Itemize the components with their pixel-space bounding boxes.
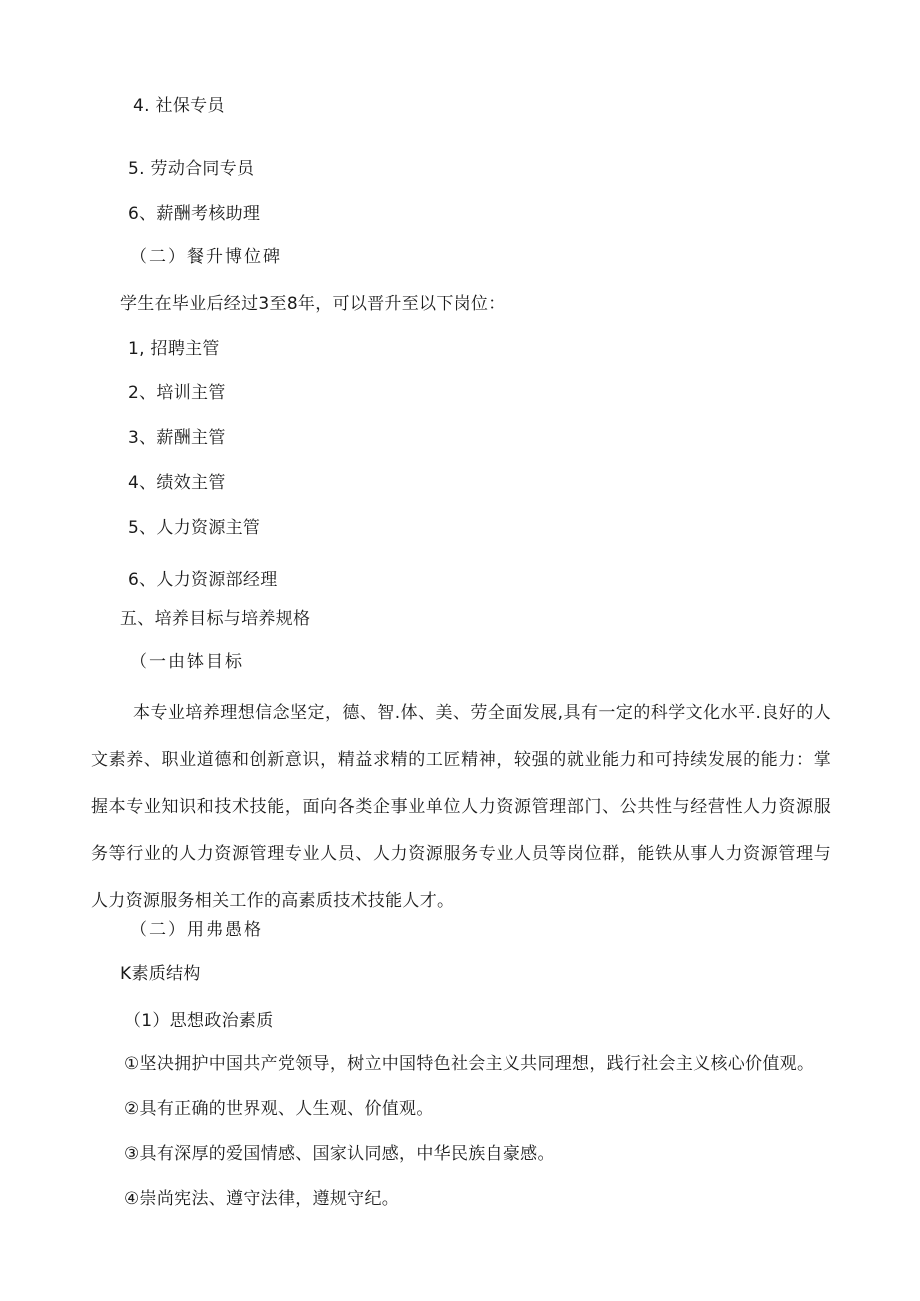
- subsection-heading-promotion: （二）餐升博位碑: [130, 247, 282, 267]
- list-item-performance-supervisor: 4、绩效主管: [128, 473, 226, 493]
- quality-item-2: ②具有正确的世界观、人生观、价值观。: [124, 1099, 434, 1119]
- quality-structure-heading: K素质结构: [120, 964, 201, 984]
- quality-item-4: ④崇尚宪法、遵守法律，遵规守纪。: [124, 1189, 400, 1209]
- list-item-payroll-assistant: 6、薪酬考核助理: [128, 204, 261, 224]
- section-heading-training-goals: 五、培养目标与培养规格: [120, 609, 311, 629]
- training-goal-paragraph: 本专业培养理想信念坚定，德、智.体、美、劳全面发展,具有一定的科学文化水平.良好的人文素养、职业道德和创新意识，精益求精的工匠精神，较强的就业能力和可持续发展的能力：掌握本专业知识和技术技能，面向各类企事业单位人力资源管理部门、公共性与经营性人力资源服务等行业的人力资源管理专业人员、人力资源服务专业人员等岗位群，能铁从事人力资源管理与人力资源服务相关工作的高素质技术技能人才。: [91, 703, 831, 911]
- subsection-heading-overall-goal: （一由钵目标: [130, 652, 244, 672]
- list-item-recruitment-supervisor: 1, 招聘主管: [128, 339, 220, 359]
- list-item-hr-manager: 6、人力资源部经理: [128, 570, 278, 590]
- list-item-social-security-specialist: 4. 社保专员: [133, 96, 225, 116]
- list-item-labor-contract-specialist: 5. 劳动合同专员: [128, 159, 255, 179]
- quality-item-3: ③具有深厚的爱国情感、国家认同感，中华民族自豪感。: [124, 1144, 555, 1164]
- list-item-compensation-supervisor: 3、薪酬主管: [128, 428, 226, 448]
- subsection-heading-specifications: （二）用弗愚格: [130, 920, 263, 940]
- political-quality-heading: （1）思想政治素质: [124, 1011, 274, 1031]
- list-item-training-supervisor: 2、培训主管: [128, 383, 226, 403]
- list-item-hr-supervisor: 5、人力资源主管: [128, 518, 261, 538]
- promotion-intro: 学生在毕业后经过3至8年，可以晋升至以下岗位：: [120, 294, 506, 314]
- quality-item-1: ①坚决拥护中国共产党领导，树立中国特色社会主义共同理想，践行社会主义核心价值观。: [124, 1054, 815, 1074]
